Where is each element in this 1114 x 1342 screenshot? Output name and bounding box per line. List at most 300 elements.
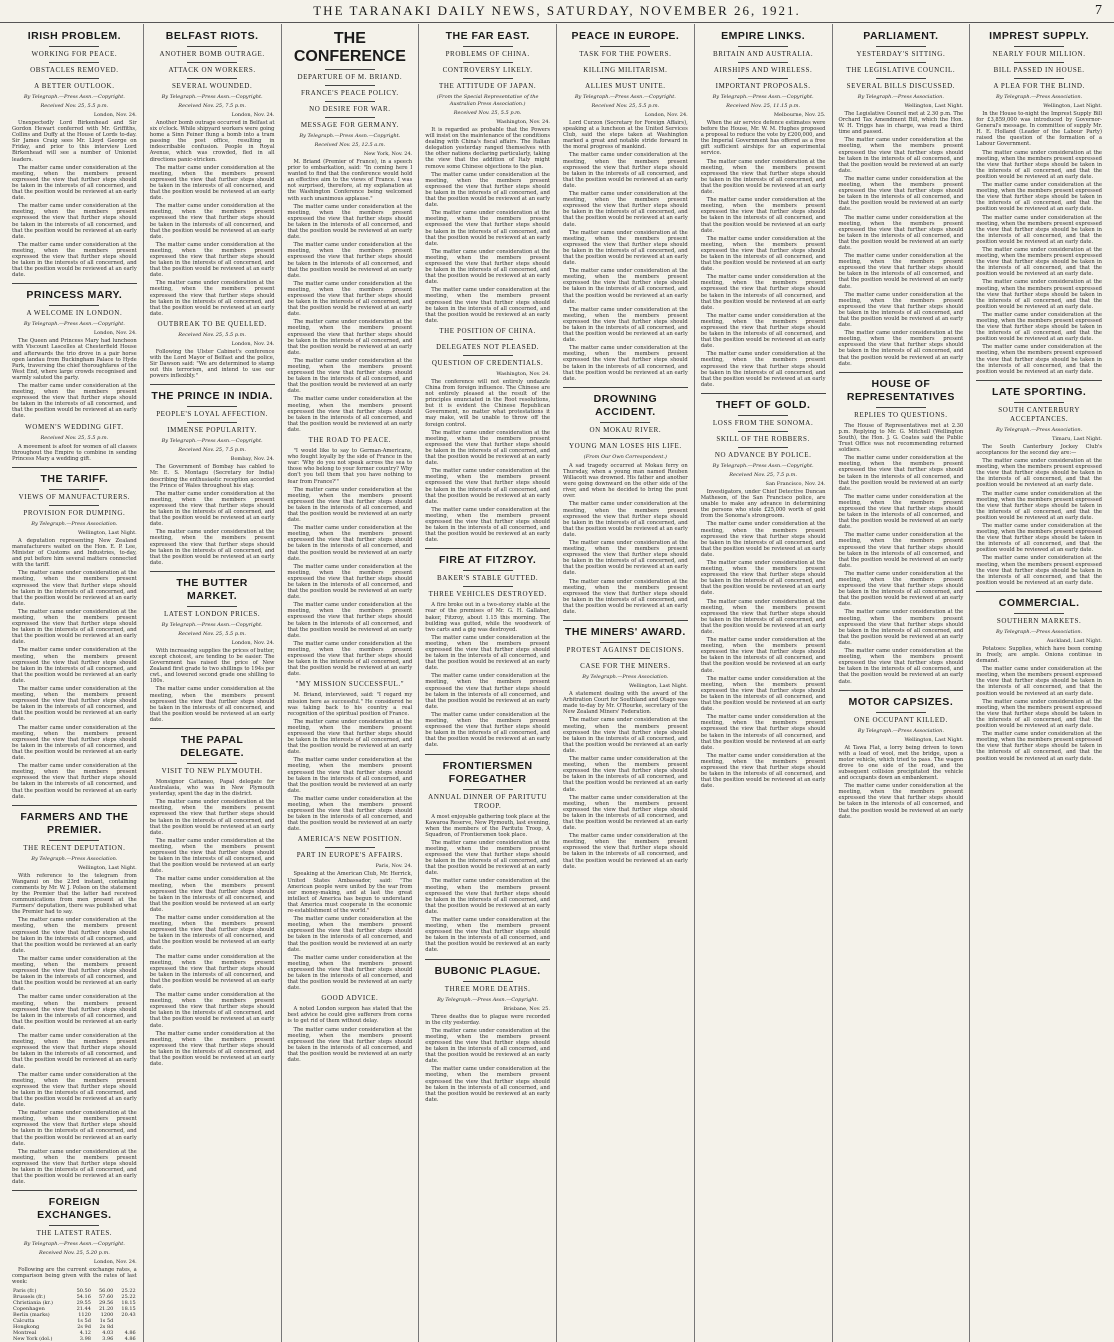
article-paragraph: The matter came under consideration at the meeting, when the members present expressed the view that further steps should be taken in the interests of all concerned, and that the position would be reviewed at an early date.: [12, 241, 137, 279]
exchange-cell: Copenhagen: [13, 1305, 45, 1312]
received-line: Received Nov. 25, 12.5 a.m.: [314, 142, 386, 148]
exchange-cell: 57.60: [99, 1293, 114, 1300]
article-subheading: ANNUAL DINNER OF PARITUTU TROOP.: [428, 792, 548, 810]
article: [288, 436, 413, 677]
exchange-cell: 2s 8d: [99, 1323, 114, 1330]
article-paragraph: The matter came under consideration at the meeting, when the members present expressed the view that further steps should be taken in the interests of all concerned, and that the position would be reviewed at an early date.: [287, 525, 413, 562]
exchange-cell: 1s 5d: [99, 1317, 114, 1324]
article-paragraph: The matter came under consideration at the meeting, when the members present expressed the view that further steps should be taken in the interests of all concerned, and that the position would be reviewed at an early date.: [425, 839, 550, 877]
section-rule: [12, 467, 137, 468]
article-paragraph: The matter came under consideration at the meeting, when the members present expressed the view that further steps should be taken in the interests of all concerned, and that the position would be reviewed at an early date.: [12, 955, 137, 993]
press-credit: By Telegraph.—Press Assn.—Copyright.: [574, 94, 676, 100]
exchange-table: [12, 1288, 137, 1342]
article-lead: It is regarded as probable that the Powers will insist on the maintenance of the conditions dealing with China's fiscal affairs. The Italian delegation yesterday ranged themselves with the other nations declaring particularly, taking the view that the addition of Italy might remove some Chinese objections to the plan.: [425, 127, 550, 170]
section-rule: [12, 283, 137, 284]
article-paragraph: The matter came under consideration at the meeting, when the members present expressed the view that further steps should be taken in the interests of all concerned, and that the position would be reviewed at an early date.: [12, 608, 137, 646]
exchange-cell: 18.15: [121, 1305, 136, 1312]
masthead: [0, 0, 1114, 23]
article-lead: Speaking at the American Club, Mr. Herrick, United States Ambassador, said: "The American people were united by the war from our money-making, and at last the great intellect of America has begun to understand that America must cooperate in the economic re-establishment of the world.": [287, 871, 413, 915]
article-paragraph: The matter came under consideration at the meeting, when the members present expressed the view that further steps should be taken in the interests of all concerned, and that the position would be reviewed at an early date.: [12, 763, 137, 800]
exchange-cell: 1120: [78, 1311, 91, 1318]
article-paragraph: The matter came under consideration at the meeting, when the members present expressed the view that further steps should be taken in the interests of all concerned, and that the position would be reviewed at an early date.: [287, 602, 413, 639]
article-paragraph: The matter came under consideration at the meeting, when the members present expressed the view that further steps should be taken in the interests of all concerned, and that the position would be reviewed at an early date.: [976, 522, 1102, 554]
press-credit: By Telegraph.—Press Assn.—Copyright.: [712, 94, 814, 100]
exchange-cell: 18.15: [121, 1299, 136, 1306]
article-subheading: NO DESIRE FOR WAR.: [309, 105, 391, 113]
dateline: Washington, Nov. 24.: [496, 119, 550, 125]
article-paragraph: The matter came under consideration at the meeting, when the members present expressed the view that further steps should be taken in the interests of all concerned, and that the position would be reviewed at an early date.: [976, 490, 1102, 521]
divider: [325, 117, 375, 118]
column-8: [970, 24, 1108, 1342]
article-heading: THE BUTTER MARKET.: [176, 576, 248, 602]
article: [12, 1196, 137, 1285]
section-rule: [839, 690, 964, 691]
article-paragraph: The matter came under consideration at the meeting, when the members present expressed the view that further steps should be taken in the interests of all concerned, and that the position would be reviewed at an early date.: [976, 458, 1102, 489]
exchange-cell: Berlin (marks): [13, 1311, 50, 1318]
article-subheading: IMPORTANT PROPOSALS.: [715, 82, 811, 90]
divider: [738, 62, 788, 63]
article-heading: COMMERCIAL.: [998, 596, 1080, 609]
press-credit: By Telegraph.—Press Assn.—Copyright.: [299, 133, 401, 139]
article-paragraph: The matter came under consideration at the meeting, when the members present expressed the view that further steps should be taken in the interests of all concerned, and that the position would be reviewed at an early date.: [838, 137, 964, 174]
column-6: [695, 24, 833, 1342]
article-paragraph: The matter came under consideration at the meeting, when the members present expressed the view that further steps should be taken in the interests of all concerned, and that the position would be reviewed at an early date.: [838, 291, 964, 329]
exchange-cell: 50.50: [76, 1287, 91, 1294]
divider: [600, 46, 650, 47]
article-subheading: PROVISION FOR DUMPING.: [23, 508, 126, 517]
article-subheading: VIEWS OF MANUFACTURERS.: [18, 492, 131, 501]
exchange-cell: 29.55: [76, 1299, 91, 1306]
press-credit: By Telegraph.—Press Assn.—Copyright.: [161, 94, 263, 100]
section-rule: [563, 620, 688, 621]
article-paragraph: The matter came under consideration at the meeting, when the members present expressed the view that further steps should be taken in the interests of all concerned, and that the position would be reviewed at an early date.: [149, 1030, 275, 1068]
article-paragraph: The matter came under consideration at the meeting, when the members present expressed the view that further steps should be taken in the interests of all concerned, and that the position would be reviewed at an early date.: [425, 1027, 550, 1065]
article: [563, 393, 688, 615]
article-subheading: PEOPLE'S LOYAL AFFECTION.: [156, 410, 269, 419]
article-paragraph: The matter came under consideration at the meeting, when the members present expressed the view that further steps should be taken in the interests of all concerned, and that the position would be reviewed at an early date.: [12, 917, 137, 954]
section-rule: [701, 393, 826, 394]
article: [425, 30, 550, 324]
article-subheading: OBSTACLES REMOVED.: [30, 66, 119, 74]
article-subheading: DELEGATES NOT PLEASED.: [436, 342, 540, 351]
article: [12, 289, 137, 419]
section-rule: [12, 1190, 137, 1191]
column-7: [833, 24, 971, 1342]
dateline: Washington, Nov. 24.: [496, 370, 550, 377]
exchange-cell: 3.98: [79, 1335, 91, 1342]
divider: [738, 415, 788, 416]
article: [425, 760, 550, 954]
divider: [325, 847, 375, 848]
article-subheading: REPLIES TO QUESTIONS.: [854, 410, 948, 419]
article-paragraph: The matter came under consideration at the meeting, when the members present expressed the view that further steps should be taken in the interests of all concerned, and that the position would be reviewed at an early date.: [563, 268, 688, 305]
article-paragraph: The matter came under consideration at the meeting, when the members present expressed the view that further steps should be taken in the interests of all concerned, and that the position would be reviewed at an early date.: [287, 916, 413, 953]
article-paragraph: The matter came under consideration at the meeting, when the members present expressed the view that further steps should be taken in the interests of all concerned, and that the position would be reviewed at an early date.: [287, 203, 413, 241]
article-heading: THEFT OF GOLD.: [715, 398, 811, 411]
section-rule: [150, 384, 275, 385]
divider: [187, 406, 237, 407]
divider: [600, 422, 650, 423]
article-paragraph: The matter came under consideration at the meeting, when the members present expressed the view that further steps should be taken in the interests of all concerned, and that the position would be reviewed at an early date.: [12, 647, 137, 684]
divider: [1014, 46, 1064, 47]
section-rule: [12, 805, 137, 806]
article-paragraph: The matter came under consideration at the meeting, when the members present expressed the view that further steps should be taken in the interests of all concerned, and that the position would be reviewed at an early date.: [149, 686, 275, 723]
article-paragraph: The matter came under consideration at the meeting, when the members present expressed the view that further steps should be taken in the interests of all concerned, and that the position would be reviewed at an early date.: [563, 539, 688, 577]
divider: [463, 570, 513, 571]
exchange-cell: 25.22: [121, 1293, 136, 1300]
article-paragraph: The matter came under consideration at the meeting, when the members present expressed the view that further steps should be taken in the interests of all concerned, and that the position would be reviewed at an early date.: [425, 711, 550, 749]
article-subheading: QUESTION OF CREDENTIALS.: [431, 358, 544, 367]
article-paragraph: The matter came under consideration at the meeting, when the members present expressed the view that further steps should be taken in the interests of all concerned, and that the position would be reviewed at an early date.: [700, 559, 826, 597]
article-paragraph: The matter came under consideration at the meeting, when the members present expressed the view that further steps should be taken in the interests of all concerned, and that the position would be reviewed at an early date.: [149, 914, 275, 952]
article: [288, 835, 413, 991]
dateline: Wellington, Last Night.: [1043, 103, 1102, 109]
section-rule: [563, 387, 688, 388]
divider: [876, 78, 926, 79]
article-paragraph: The matter came under consideration at the meeting, when the members present expressed the view that further steps should be taken in the interests of all concerned, and that the position would be reviewed at an early date.: [149, 529, 275, 566]
article-heading: THE TARIFF.: [40, 472, 109, 485]
divider: [187, 46, 237, 47]
dateline: Bombay, Nov. 24.: [230, 456, 275, 463]
dateline: Wellington, Last Night.: [628, 683, 688, 690]
article-subheading: LATEST LONDON PRICES.: [163, 609, 261, 618]
divider: [463, 339, 513, 340]
article-lead: The Government of Bombay has cabled to Mr. E. S. Montagu (Secretary for India) describing the enthusiastic reception accorded the Prince of Wales throughout his stay.: [149, 464, 275, 489]
article-paragraph: The matter came under consideration at the meeting, when the members present expressed the view that further steps should be taken in the interests of all concerned, and that the position would be reviewed at an early date.: [287, 242, 413, 279]
article-subheading: ANOTHER BOMB OUTRAGE.: [159, 50, 265, 58]
article-heading: MOTOR CAPSIZES.: [848, 695, 954, 708]
article-subheading: CASE FOR THE MINERS.: [580, 662, 671, 671]
article-lead: A noted London surgeon has stated that the best advice he could give sufferers from corns is to get rid of them without delay.: [287, 1006, 413, 1025]
article-paragraph: The matter came under consideration at the meeting, when the members present expressed the view that further steps should be taken in the interests of all concerned, and that the position would be reviewed at an early date.: [425, 468, 550, 505]
article-paragraph: The matter came under consideration at the meeting, when the members present expressed the view that further steps should be taken in the interests of all concerned, and that the position would be reviewed at an early date.: [838, 609, 964, 646]
exchange-cell: 21.44: [76, 1305, 91, 1312]
article-subheading: THREE MORE DEATHS.: [444, 984, 531, 993]
article-subheading: MESSAGE FOR GERMANY.: [300, 121, 399, 129]
article: [12, 811, 137, 1186]
received-line: Received Nov. 25, 7.5 p.m.: [178, 103, 246, 109]
article-paragraph: The matter came under consideration at the meeting, when the members present expressed the view that further steps should be taken in the interests of all concerned, and that the position would be reviewed at an early date.: [287, 486, 413, 524]
article-paragraph: The matter came under consideration at the meeting, when the members present expressed the view that further steps should be taken in the interests of all concerned, and that the position would be reviewed at an early date.: [700, 714, 826, 751]
article-paragraph: The matter came under consideration at the meeting, when the members present expressed the view that further steps should be taken in the interests of all concerned, and that the position would be reviewed at an early date.: [976, 344, 1102, 375]
article-subheading: THE ATTITUDE OF JAPAN.: [438, 82, 537, 90]
dateline: London, Nov. 24.: [231, 112, 275, 118]
article-heading: THE PRINCE IN INDIA.: [151, 390, 273, 403]
article-subheading: A PLEA FOR THE BLIND.: [993, 82, 1085, 90]
divider: [600, 78, 650, 79]
press-credit: By Telegraph.—Press Assn.—Copyright.: [712, 462, 814, 469]
exchange-cell: 25.22: [121, 1287, 136, 1294]
article-subheading: BAKER'S STABLE GUTTED.: [437, 574, 539, 583]
article-paragraph: The matter came under consideration at the meeting, when the members present expressed the view that further steps should be taken in the interests of all concerned, and that the position would be reviewed at an early date.: [700, 675, 826, 713]
divider: [876, 62, 926, 63]
article: [12, 30, 137, 278]
article-lead: Monsignor Cattaneo, Papal delegate for Australasia, who was in New Plymouth yesterday, spent the day in the district.: [149, 779, 275, 798]
article-paragraph: The matter came under consideration at the meeting, when the members present expressed the view that further steps should be taken in the interests of all concerned, and that the position would be reviewed at an early date.: [12, 203, 137, 240]
press-credit: By Telegraph.—Press Assn.—Copyright.: [161, 438, 263, 445]
article-heading: IMPREST SUPPLY.: [989, 30, 1090, 42]
article-lead: A movement is afoot for women of all classes throughout the Empire to combine in sending Princess Mary a wedding gift.: [12, 443, 137, 462]
article-subheading: AMERICA'S NEW POSITION.: [297, 835, 402, 844]
exchange-cell: 56.00: [99, 1287, 114, 1294]
divider: [738, 431, 788, 432]
divider: [463, 355, 513, 356]
article-subheading: DEPARTURE OF M. BRIAND.: [297, 73, 403, 81]
article-subheading: THE RECENT DEPUTATION.: [23, 843, 126, 852]
article-paragraph: The matter came under consideration at the meeting, when the members present expressed the view that further steps should be taken in the interests of all concerned, and that the position would be reviewed at an early date.: [425, 673, 550, 710]
masthead-title: THE TARANAKI DAILY NEWS, SATURDAY, NOVEMBER 26, 1921.: [313, 3, 801, 18]
divider: [1014, 78, 1064, 79]
article: [12, 423, 137, 462]
article-paragraph: The matter came under consideration at the meeting, when the members present expressed the view that further steps should be taken in the interests of all concerned, and that the position would be reviewed at an early date.: [563, 191, 688, 228]
divider: [600, 438, 650, 439]
divider: [463, 62, 513, 63]
received-line: Received Nov. 25, 5.5 p.m.: [178, 331, 246, 338]
divider: [187, 78, 237, 79]
column-2: [144, 24, 282, 1342]
article-heading: THE MINERS' AWARD.: [564, 626, 686, 639]
article-paragraph: The matter came under consideration at the meeting, when the members present expressed the view that further steps should be taken in the interests of all concerned, and that the position would be reviewed at an early date.: [838, 493, 964, 531]
article-subheading: THREE VEHICLES DESTROYED.: [428, 590, 547, 599]
section-rule: [425, 959, 550, 960]
divider: [187, 606, 237, 607]
divider: [463, 586, 513, 587]
article-paragraph: The matter came under consideration at the meeting, when the members present expressed the view that further steps should be taken in the interests of all concerned, and that the position would be reviewed at an early date.: [563, 345, 688, 382]
article-paragraph: The matter came under consideration at the meeting, when the members present expressed the view that further steps should be taken in the interests of all concerned, and that the position would be reviewed at an early date.: [838, 175, 964, 213]
article-paragraph: The matter came under consideration at the meeting, when the members present expressed the view that further steps should be taken in the interests of all concerned, and that the position would be reviewed at an early date.: [287, 280, 413, 318]
article-lead: The Legislative Council met at 2.30 p.m. The Orchard Tax Amendment Bill, which the Hon. W. H. Triggs has in charge, was read a third time and passed.: [838, 111, 964, 136]
press-credit: By Telegraph.—Press Assn.—Copyright.: [23, 94, 125, 100]
article: [150, 734, 275, 1067]
article-paragraph: The matter came under consideration at the meeting, when the members present expressed the view that further steps should be taken in the interests of all concerned, and that the position would be reviewed at an early date.: [563, 794, 688, 832]
press-credit: By Telegraph.—Press Association.: [996, 628, 1083, 635]
article-paragraph: The matter came under consideration at the meeting, when the members present expressed the view that further steps should be taken in the interests of all concerned, and that the position would be reviewed at an early date.: [425, 287, 550, 324]
divider: [463, 789, 513, 790]
exchange-cell: 2s 9d: [77, 1323, 91, 1330]
article-lead: Potatoes: Supplies, which have been coming in freely, are ample. Onions continue in demand.: [976, 645, 1102, 665]
press-credit: By Telegraph.—Press Association.: [582, 674, 669, 681]
exchange-cell: 20.43: [121, 1311, 136, 1318]
column-4: [419, 24, 557, 1342]
article-subheading: SEVERAL BILLS DISCUSSED.: [846, 82, 956, 90]
article-paragraph: The matter came under consideration at the meeting, when the members present expressed the view that further steps should be taken in the interests of all concerned, and that the position would be reviewed at an early date.: [149, 203, 275, 240]
article-paragraph: The matter came under consideration at the meeting, when the members present expressed the view that further steps should be taken in the interests of all concerned, and that the position would be reviewed at an early date.: [700, 351, 826, 388]
article-paragraph: The matter came under consideration at the meeting, when the members present expressed the view that further steps should be taken in the interests of all concerned, and that the position would be reviewed at an early date.: [563, 306, 688, 344]
article-paragraph: The matter came under consideration at the meeting, when the members present expressed the view that further steps should be taken in the interests of all concerned, and that the position would be reviewed at an early date.: [425, 634, 550, 672]
article: [976, 386, 1102, 586]
article-subheading: YOUNG MAN LOSES HIS LIFE.: [568, 441, 682, 450]
exchange-cell: 54.16: [76, 1293, 91, 1300]
article-heading: PARLIAMENT.: [863, 30, 939, 42]
article-heading: BELFAST RIOTS.: [165, 30, 259, 42]
article-paragraph: The matter came under consideration at the meeting, when the members present expressed the view that further steps should be taken in the interests of all concerned, and that the position would be reviewed at an early date.: [287, 357, 413, 395]
press-credit: By Telegraph.—Press Association.: [857, 727, 944, 734]
exchange-cell: New York (dol.): [13, 1335, 53, 1342]
article-paragraph: The matter came under consideration at the meeting, when the members present expressed the view that further steps should be taken in the interests of all concerned, and that the position would be reviewed at an early date.: [838, 330, 964, 367]
article: [563, 30, 688, 382]
dateline: New York, Nov. 24.: [363, 151, 413, 157]
dateline: London, Nov. 24.: [231, 639, 275, 646]
article-paragraph: The matter came under consideration at the meeting, when the members present expressed the view that further steps should be taken in the interests of all concerned, and that the position would be reviewed at an early date.: [425, 248, 550, 286]
article-paragraph: The matter came under consideration at the meeting, when the members present expressed the view that further steps should be taken in the interests of all concerned, and that the position would be reviewed at an early date.: [563, 152, 688, 189]
article-paragraph: The matter came under consideration at the meeting, when the members present expressed the view that further steps should be taken in the interests of all concerned, and that the position would be reviewed at an early date.: [838, 570, 964, 608]
article-paragraph: The matter came under consideration at the meeting, when the members present expressed the view that further steps should be taken in the interests of all concerned, and that the position would be reviewed at an early date.: [287, 319, 413, 356]
article-lead: Three deaths due to plague were recorded in the city yesterday.: [425, 1013, 550, 1026]
article-subheading: SKILL OF THE ROBBERS.: [716, 434, 810, 443]
article-paragraph: The matter came under consideration at the meeting, when the members present expressed the view that further steps should be taken in the interests of all concerned, and that the position would be reviewed at an early date.: [425, 171, 550, 209]
article-lead: The conference will not entirely undazzle China from foreign influence. The Chinese are not entirely pleased at the result of the principles enunciated in the Root resolutions, but it is evident the Chinese Republican Government, no matter what protestations it may make, will be unable to throw off the foreign control.: [425, 378, 550, 428]
divider: [49, 46, 99, 47]
article: [563, 626, 688, 870]
dateline: Wellington, Last Night.: [904, 103, 964, 109]
dateline: London, Nov. 24.: [93, 1259, 137, 1266]
article-heading: FOREIGN EXCHANGES.: [37, 1196, 112, 1222]
article-subheading: SOUTH CANTERBURY ACCEPTANCES.: [998, 405, 1080, 423]
article-paragraph: The matter came under consideration at the meeting, when the members present expressed the view that further steps should be taken in the interests of all concerned, and that the position would be reviewed at an early date.: [976, 311, 1102, 343]
section-rule: [425, 548, 550, 549]
divider: [738, 447, 788, 448]
exchange-cell: 1200: [100, 1311, 114, 1318]
article-subheading: PROTEST AGAINST DECISIONS.: [566, 646, 685, 655]
exchange-cell: 29.56: [99, 1299, 114, 1306]
article-lead: The Queen and Princess Mary had luncheon with Viscount Lascelles at Chesterfield House and afterwards the trio drove in a pair horse open landau from Buckingham Palace to Hyde Park, traversing the chief thoroughfares of the West End, where large crowds recognised and warmly saluted the party.: [12, 338, 137, 381]
section-rule: [150, 728, 275, 729]
column-5: [557, 24, 695, 1342]
dateline: London, Nov. 24.: [93, 330, 137, 337]
article-lead: The South Canterbury Jockey Club's acceptances for the second day are:—: [976, 443, 1102, 456]
article-paragraph: The matter came under consideration at the meeting, when the members present expressed the view that further steps should be taken in the interests of all concerned, and that the position would be reviewed at an early date.: [12, 724, 137, 762]
article-paragraph: The matter came under consideration at the meeting, when the members present expressed the view that further steps should be taken in the interests of all concerned, and that the position would be reviewed at an early date.: [12, 570, 137, 607]
article-paragraph: The matter came under consideration at the meeting, when the members present expressed the view that further steps should be taken in the interests of all concerned, and that the position would be reviewed at an early date.: [12, 164, 137, 202]
dateline: Wellington, Last Night.: [904, 736, 964, 743]
article-paragraph: The matter came under consideration at the meeting, when the members present expressed the view that further steps should be taken in the interests of all concerned, and that the position would be reviewed at an early date.: [287, 563, 413, 601]
article-lead: A most enjoyable gathering took place at the Kawaroa Reserve, New Plymouth, last evening, when the members of the Paritutu Troop, A Squadron, of Frontiersmen took place.: [425, 813, 550, 838]
article-subheading: BILL PASSED IN HOUSE.: [993, 66, 1085, 74]
article-subheading: THE LEGISLATIVE COUNCIL.: [846, 66, 956, 74]
article-subheading: CONTROVERSY LIKELY.: [442, 66, 533, 74]
press-credit: (From the Special Representative of the Australian Press Association.): [436, 94, 539, 107]
article-paragraph: The matter came under consideration at the meeting, when the members present expressed the view that further steps should be taken in the interests of all concerned, and that the position would be reviewed at an early date.: [838, 532, 964, 569]
article-paragraph: The matter came under consideration at the meeting, when the members present expressed the view that further steps should be taken in the interests of all concerned, and that the position would be reviewed at an early date.: [563, 833, 688, 870]
article-lead: A statement dealing with the award of the Arbitration Court for Southland and Otago was made to-day by Mr. O'Rourke, secretary of the New Zealand Miners' Federation.: [563, 691, 688, 716]
dateline: London, Nov. 24.: [644, 112, 688, 118]
article-paragraph: The matter came under consideration at the meeting, when the members present expressed the view that further steps should be taken in the interests of all concerned, and that the position would be reviewed at an early date.: [149, 876, 275, 913]
article-lead: With reference to the telegram from Wanganui on the 23rd instant, containing comments by Mr. W. J. Polson on the statement by the Premier that the latter had received communications from men present at the Farmers' deputation, there was published what the Premier had to say.: [12, 872, 137, 916]
article-paragraph: The matter came under consideration at the meeting, when the members present expressed the view that further steps should be taken in the interests of all concerned, and that the position would be reviewed at an early date.: [700, 637, 826, 674]
article: [701, 399, 826, 789]
received-line: Received Nov. 25, 5.5 p.m.: [591, 103, 660, 109]
article-subheading: ALLIES MUST UNITE.: [585, 82, 666, 90]
article-paragraph: The matter came under consideration at the meeting, when the members present expressed the view that further steps should be taken in the interests of all concerned, and that the position would be reviewed at an early date.: [976, 149, 1102, 180]
article-subheading: "MY MISSION SUCCESSFUL.": [295, 680, 405, 689]
article: [701, 30, 826, 388]
article: [425, 965, 550, 1103]
article-heading: BUBONIC PLAGUE.: [434, 964, 541, 977]
article-subheading: SEVERAL WOUNDED.: [171, 82, 253, 90]
article-lead: When the air service defence estimates were before the House, Mr. W. M. Hughes proposed a proposal to reduce the vote by £200,000, and the Imperial Government has offered as a free gift sufficient airships for an experimental service.: [700, 120, 826, 157]
article-heading: HOUSE OF REPRESENTATIVES: [846, 377, 955, 403]
article-heading: PRINCESS MARY.: [26, 289, 123, 302]
article-paragraph: The matter came under consideration at the meeting, when the members present expressed the view that further steps should be taken in the interests of all concerned, and that the position would be reviewed at an early date.: [700, 158, 826, 196]
divider: [49, 505, 99, 506]
received-line: Received Nov. 25, 5.5 p.m.: [40, 434, 109, 441]
press-credit: By Telegraph.—Press Assn.—Copyright.: [437, 996, 539, 1003]
article-paragraph: The matter came under consideration at the meeting, when the members present expressed the view that further steps should be taken in the interests of all concerned, and that the position would be reviewed at an early date.: [287, 795, 413, 833]
article-paragraph: The matter came under consideration at the meeting, when the members present expressed the view that further steps should be taken in the interests of all concerned, and that the position would be reviewed at an early date.: [563, 717, 688, 754]
article: [839, 378, 964, 685]
section-rule: [976, 380, 1102, 381]
press-credit: By Telegraph.—Press Association.: [996, 94, 1083, 100]
article-paragraph: The matter came under consideration at the meeting, when the members present expressed the view that further steps should be taken in the interests of all concerned, and that the position would be reviewed at an early date.: [425, 1066, 550, 1103]
article-paragraph: The matter came under consideration at the meeting, when the members present expressed the view that further steps should be taken in the interests of all concerned, and that the position would be reviewed at an early date.: [700, 752, 826, 790]
article-paragraph: The matter came under consideration at the meeting, when the members present expressed the view that further steps should be taken in the interests of all concerned, and that the position would be reviewed at an early date.: [976, 246, 1102, 278]
divider: [49, 840, 99, 841]
article-subheading: GOOD ADVICE.: [321, 994, 379, 1003]
exchange-cell: Christiania (kr.): [13, 1299, 53, 1306]
article-lead: Investigators, under Chief Detective Duncan Matheson, of the San Francisco police, are unable to make any advance in determining the persons who stole £25,000 worth of gold from the Sonoma's strongroom.: [700, 488, 826, 520]
article-subheading: SOUTHERN MARKETS.: [996, 616, 1082, 625]
article-paragraph: The matter came under consideration at the meeting, when the members present expressed the view that further steps should be taken in the interests of all concerned, and that the position would be reviewed at an early date.: [976, 182, 1102, 213]
article-subheading: KILLING MILITARISM.: [583, 66, 668, 74]
article-lead: M. Briand (Premier of France), in a speech prior to embarkation, said: "In coming here I wanted to find that the conference would hold an effective aim to the views of France. I was not surprised, therefore, at my explanation at the Washington Conference being welcomed with such unanimous applause.": [287, 159, 413, 202]
article-paragraph: The matter came under consideration at the meeting, when the members present expressed the view that further steps should be taken in the interests of all concerned, and that the position would be reviewed at an early date.: [976, 214, 1102, 245]
article-paragraph: The matter came under consideration at the meeting, when the members present expressed the view that further steps should be taken in the interests of all concerned, and that the position would be reviewed at an early date.: [563, 501, 688, 538]
exchange-cell: Calcutta: [13, 1317, 35, 1324]
received-line: Received Nov. 25, 5.5 p.m.: [178, 630, 246, 637]
article-lead: Following are the current exchange rates, a comparison being given with the rates of last week:: [12, 1267, 137, 1286]
article-paragraph: The matter came under consideration at the meeting, when the members present expressed the view that further steps should be taken in the interests of all concerned, and that the position would be reviewed at an early date.: [287, 757, 413, 794]
article-heading: PEACE IN EUROPE.: [571, 30, 680, 42]
divider: [49, 62, 99, 63]
article-paragraph: The matter came under consideration at the meeting, when the members present expressed the view that further steps should be taken in the interests of all concerned, and that the position would be reviewed at an early date.: [149, 992, 275, 1029]
article-paragraph: The matter came under consideration at the meeting, when the members present expressed the view that further steps should be taken in the interests of all concerned, and that the position would be reviewed at an early date.: [287, 396, 413, 433]
article-paragraph: The matter came under consideration at the meeting, when the members present expressed the view that further steps should be taken in the interests of all concerned, and that the position would be reviewed at an early date.: [700, 274, 826, 311]
article-paragraph: The matter came under consideration at the meeting, when the members present expressed the view that further steps should be taken in the interests of all concerned, and that the position would be reviewed at an early date.: [12, 1071, 137, 1109]
article-paragraph: The matter came under consideration at the meeting, when the members present expressed the view that further steps should be taken in the interests of all concerned, and that the position would be reviewed at an early date.: [976, 731, 1102, 762]
article-paragraph: The matter came under consideration at the meeting, when the members present expressed the view that further steps should be taken in the interests of all concerned, and that the position would be reviewed at an early date.: [149, 799, 275, 836]
article-lead: At Tawa Flat, a lorry being driven to town with a load of wool, met the bridge, upon a motor vehicle, which tried to pass. The wagon drove to one side of the road, and the subsequent collision precipitated the vehicle and occupants down an embankment.: [838, 744, 964, 782]
received-line: Received Nov. 25, 7.5 p.m.: [729, 471, 797, 478]
article-lead: With increasing supplies the prices of butter, except choicest, are tending to be easier. The Government has raised the price of New Zealand first grade to two shillings to 194s per cwt., and lowered second grade one shilling to 180s.: [149, 647, 275, 685]
article: [425, 554, 550, 748]
press-credit: By Telegraph.—Press Assn.—Copyright.: [161, 621, 263, 628]
article-subheading: BRITAIN AND AUSTRALIA.: [712, 50, 814, 58]
exchange-cell: 1s 5d: [77, 1317, 91, 1324]
article-paragraph: The matter came under consideration at the meeting, when the members present expressed the view that further steps should be taken in the interests of all concerned, and that the position would be reviewed at an early date.: [700, 312, 826, 350]
article-lead: "I would like to say to German-Americans, who fought loyally by the side of France in the war: 'Why do you not speak across the sea to those who belong to your former country? Why don't you tell them that you have nothing to fear from France?'": [287, 448, 413, 485]
article-paragraph: The matter came under consideration at the meeting, when the members present expressed the view that further steps should be taken in the interests of all concerned, and that the position would be reviewed at an early date.: [838, 214, 964, 251]
dateline: London, Nov. 24.: [231, 340, 275, 347]
article: [150, 577, 275, 723]
article-heading: LATE SPORTING.: [991, 385, 1087, 398]
article-lead: Another bomb outrage occurred in Belfast at six o'clock. While shipyard workers were going home a Sinn Feiner flung a bomb into a tram passing the post office, resulting in indescribable confusion. People in Royal Avenue, which was crowded, fled in all directions panic-stricken.: [149, 120, 275, 163]
article-heading: THE CONFERENCE: [293, 30, 406, 65]
article-paragraph: The matter came under consideration at the meeting, when the members present expressed the view that further steps should be taken in the interests of all concerned, and that the position would be reviewed at an early date.: [976, 279, 1102, 310]
article-subheading: THE LATEST RATES.: [36, 1229, 113, 1238]
article-paragraph: The matter came under consideration at the meeting, when the members present expressed the view that further steps should be taken in the interests of all concerned, and that the position would be reviewed at an early date.: [976, 698, 1102, 730]
article-subheading: THE ROAD TO PEACE.: [308, 436, 392, 445]
article-paragraph: The matter came under consideration at the meeting, when the members present expressed the view that further steps should be taken in the interests of all concerned, and that the position would be reviewed at an early date.: [287, 640, 413, 678]
article-heading: FRONTIERSMEN FOREGATHER: [442, 759, 533, 785]
article-subheading: TASK FOR THE POWERS.: [579, 50, 672, 58]
article-paragraph: The matter came under consideration at the meeting, when the members present expressed the view that further steps should be taken in the interests of all concerned, and that the position would be reviewed at an early date.: [287, 954, 413, 992]
article-paragraph: The matter came under consideration at the meeting, when the members present expressed the view that further steps should be taken in the interests of all concerned, and that the position would be reviewed at an early date.: [838, 648, 964, 685]
article-heading: IRISH PROBLEM.: [27, 30, 122, 42]
divider: [325, 101, 375, 102]
article-heading: FIRE AT FITZROY.: [439, 554, 537, 567]
dateline: Auckland, Last Night.: [1046, 637, 1102, 644]
article-heading: DROWNING ACCIDENT.: [593, 392, 658, 418]
